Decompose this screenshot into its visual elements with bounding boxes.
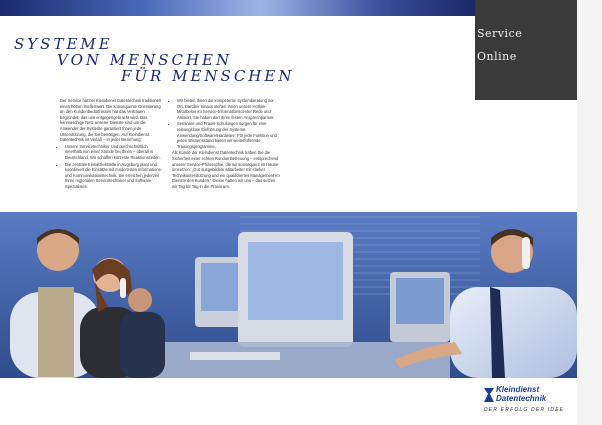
headline-line-1: SYSTEME xyxy=(14,35,113,53)
logo-tagline: DER ERFOLG DER IDEE xyxy=(484,407,565,413)
monitor-right xyxy=(390,272,450,342)
bullet-list-left xyxy=(60,144,164,190)
outro-paragraph: Als Kunde der Kleindienst Datentechnik haben Sie die Sicherheit einer echten Rundumbetreuung – entsprechend unserer Service-Philosophie, die wir konsequent im Hause umsetzen: „Gut ausgebildete Mitarbeiter mit starker Technikunterstützung und ein qualifiziertes Management im Dienste des Kunden.“ Dieser hatten wir uns – das setzen wir Tag für Tag in die Praxis um. xyxy=(172,150,280,189)
text-column-left xyxy=(60,98,164,191)
right-margin xyxy=(577,0,602,425)
side-panel xyxy=(475,0,577,100)
office-photo-illustration xyxy=(0,212,577,378)
office-photo xyxy=(0,212,577,378)
bullet-item: • Wir bieten Ihnen die kompetente Systemberatung vor Ort. Darüber hinaus stehen Ihnen unsere Hotline-Mitarbeiter im Service-Informationscenter Rede und Antwort. Sie haben dort Ihren festen Ansprechpartner. xyxy=(177,98,280,120)
bullet-list-right xyxy=(172,98,280,149)
headline-line-2: VON MENSCHEN xyxy=(57,51,233,69)
intro-paragraph: Der Service hat bei Kleindienst Datentechnik traditionell einen hohen Stellenwert. Die konsequente Orientierung an den Kundenbedürfnissen hat das Vertrauen begründet, das uns entgegengebracht wird. Das feinmaschige Netz unserer Dienste sind um die Anwender der Systeme garantiert Ihnen jede Unterstützung, die Sie benötigen. Auf Kleindienst Datentechnik ist Verlaß – in jeder Beziehung: xyxy=(60,98,161,143)
top-decorative-band xyxy=(0,0,475,16)
logo-name-line-1: Kleindienst xyxy=(496,385,540,394)
headline-line-3: FÜR MENSCHEN xyxy=(121,67,295,85)
logo-name-line-2: Datentechnik xyxy=(496,394,547,403)
bullet-item: • Seminare und Praxis-Schulungen sorgen für eine reibungslose Einführung der Systeme. Anwendung/Software/Hardware: Für jede Funktion und jeden Wissensstand bieten wir weiterführende Trainingsprogramme. xyxy=(177,121,280,149)
side-panel-online: Online xyxy=(477,50,517,63)
text-column-right xyxy=(172,98,280,191)
company-logo xyxy=(482,385,572,420)
monitor-center xyxy=(238,232,353,347)
side-panel-service: Service xyxy=(477,27,523,40)
bullet-item: • Die zentrale Einsatzleitstelle in Augsburg plant und koordiniert die Einsätze mit modernsten Informations- und Kommunikationstechnik. Sie erreichen jederzeit Ihren regionalen Servicetechniker und Software-Spezialisten. xyxy=(65,162,164,190)
bullet-item: • Unsere Servicetechniker sind durchschnittlich innerhalb von einer Stunde bei Ihnen – überall in Deutschland. Wir schaffen kürzeste Reaktionszeiten. xyxy=(65,144,164,161)
logo-mark-icon xyxy=(482,386,496,404)
